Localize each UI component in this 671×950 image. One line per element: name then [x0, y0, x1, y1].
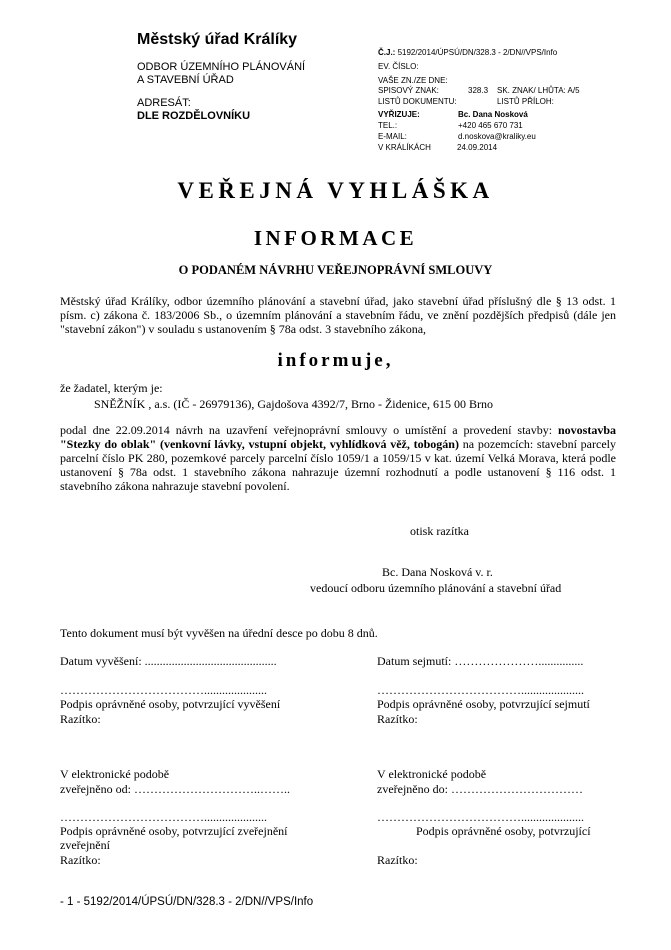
your-ref-label: VAŠE ZN./ZE DNE: [378, 76, 448, 85]
department-name [137, 61, 305, 87]
reference-value: 5192/2014/ÚPSÚ/DN/328.3 - 2/DN//VPS/Info [397, 48, 558, 57]
shred-mark: SK. ZNAK/ LHŮTA: A/5 [497, 86, 580, 95]
file-mark-label: SPISOVÝ ZNAK: [378, 86, 439, 95]
published-to-signature-label: Podpis oprávněné osoby, potvrzující [416, 824, 591, 838]
place-label: V KRÁLÍKÁCH [378, 143, 431, 152]
removed-signature-label: Podpis oprávněné osoby, potvrzující sejmutí [377, 697, 590, 711]
removed-stamp-label: Razítko: [377, 712, 418, 726]
doc-sheets-label: LISTŮ DOKUMENTU: [378, 97, 457, 106]
posted-signature-label: Podpis oprávněné osoby, potvrzující vyvěšení [60, 697, 281, 711]
electronic-from-heading: V elektronické podobě [60, 767, 170, 781]
email-label: E-MAIL: [378, 132, 407, 141]
stamp-note: otisk razítka [410, 524, 469, 538]
proposal-paragraph [60, 423, 616, 493]
electronic-to-heading: V elektronické podobě [377, 767, 487, 781]
addressee-value: DLE ROZDĚLOVNÍKU [137, 110, 251, 122]
department-line-2: A STAVEBNÍ ÚŘAD [137, 74, 234, 86]
posted-signature-line: ………………………………..................... [60, 683, 267, 697]
published-from-field: zveřejněno od: …………………………..…….. [60, 782, 290, 796]
handler-value: Bc. Dana Nosková [458, 110, 528, 119]
main-title: VEŘEJNÁ VYHLÁŠKA [177, 178, 494, 203]
signer-name: Bc. Dana Nosková v. r. [382, 565, 493, 579]
informuje-heading: informuje, [277, 350, 394, 371]
signer-title: vedoucí odboru územního plánování a stavební úřad [310, 581, 562, 595]
published-from-signature-label-2: zveřejnění [60, 838, 110, 852]
phone-label: TEL.: [378, 121, 398, 130]
proposal-text-b: na pozemcích: stavební parcely parcelní číslo PK 280, pozemkové parcely parcelní číslo 1059/1 a 1059/15 v kat. území Velká Morava, která podle ustanovení § 78a odst. 1 stavebního zákona nahrazuje územní rozhodnutí a podle ustanovení § 116 odst. 1 stavebního zákona nahrazuje stavební povolení. [60, 437, 616, 493]
addressee-label: ADRESÁT: [137, 97, 191, 109]
department-line-1: ODBOR ÚZEMNÍHO PLÁNOVÁNÍ [137, 61, 306, 73]
office-name: Městský úřad Králíky [137, 31, 298, 48]
published-to-signature-line: ………………………………..................... [377, 810, 584, 824]
removed-signature-line: ………………………………..................... [377, 683, 584, 697]
published-to-stamp-label: Razítko: [377, 853, 418, 867]
posting-notice: Tento dokument musí být vyvěšen na úřední desce po dobu 8 dnů. [60, 626, 378, 640]
applicant-intro: že žadatel, kterým je: [60, 381, 163, 395]
file-mark-value: 328.3 [468, 86, 489, 95]
phone-value: +420 465 670 731 [458, 121, 523, 130]
second-title: INFORMACE [253, 226, 418, 250]
page-footer: - 1 - 5192/2014/ÚPSÚ/DN/328.3 - 2/DN//VPS/Info [60, 896, 314, 908]
published-from-stamp-label: Razítko: [60, 853, 101, 867]
reference-label: Č.J.: [378, 48, 396, 57]
applicant-details: SNĚŽNÍK , a.s. (IČ - 26979136), Gajdošova 4392/7, Brno - Židenice, 615 00 Brno [94, 397, 493, 411]
date-value: 24.09.2014 [457, 143, 498, 152]
published-from-signature-line: ………………………………..................... [60, 810, 267, 824]
email-value: d.noskova@kraliky.eu [458, 132, 536, 141]
published-to-field: zveřejněno do: …………………………… [377, 782, 583, 796]
removed-date-field: Datum sejmutí: …………………............... [377, 654, 584, 668]
attachment-sheets-label: LISTŮ PŘÍLOH: [497, 97, 554, 106]
intro-paragraph: Městský úřad Králíky, odbor územního plánování a stavební úřad, jako stavební úřad příslušný dle § 13 odst. 1 písm. c) zákona č. 183/2006 Sb., o územním plánování a stavebním řádu, ve znění pozdějších předpisů (dále jen "stavební zákon") v souladu s ustanovením § 78a odst. 3 stavebního zákona, [60, 294, 616, 336]
published-from-signature-label: Podpis oprávněné osoby, potvrzující zveřejnění [60, 824, 288, 838]
proposal-construction: novostavba "Stezky do oblak" (venkovní lávky, vstupní objekt, vyhlídková věž, tobogán) [60, 423, 616, 451]
ev-number-label: EV. ČÍSLO: [378, 62, 419, 71]
proposal-text-a: podal dne 22.09.2014 návrh na uzavření veřejnoprávní smlouvy o umístění a provedení stavby: [60, 423, 558, 437]
posted-date-field: Datum vyvěšení: ............................................ [60, 654, 277, 668]
reference-number [378, 48, 557, 58]
handler-label: VYŘIZUJE: [378, 110, 420, 119]
subtitle: O PODANÉM NÁVRHU VEŘEJNOPRÁVNÍ SMLOUVY [178, 263, 493, 277]
posted-stamp-label: Razítko: [60, 712, 101, 726]
